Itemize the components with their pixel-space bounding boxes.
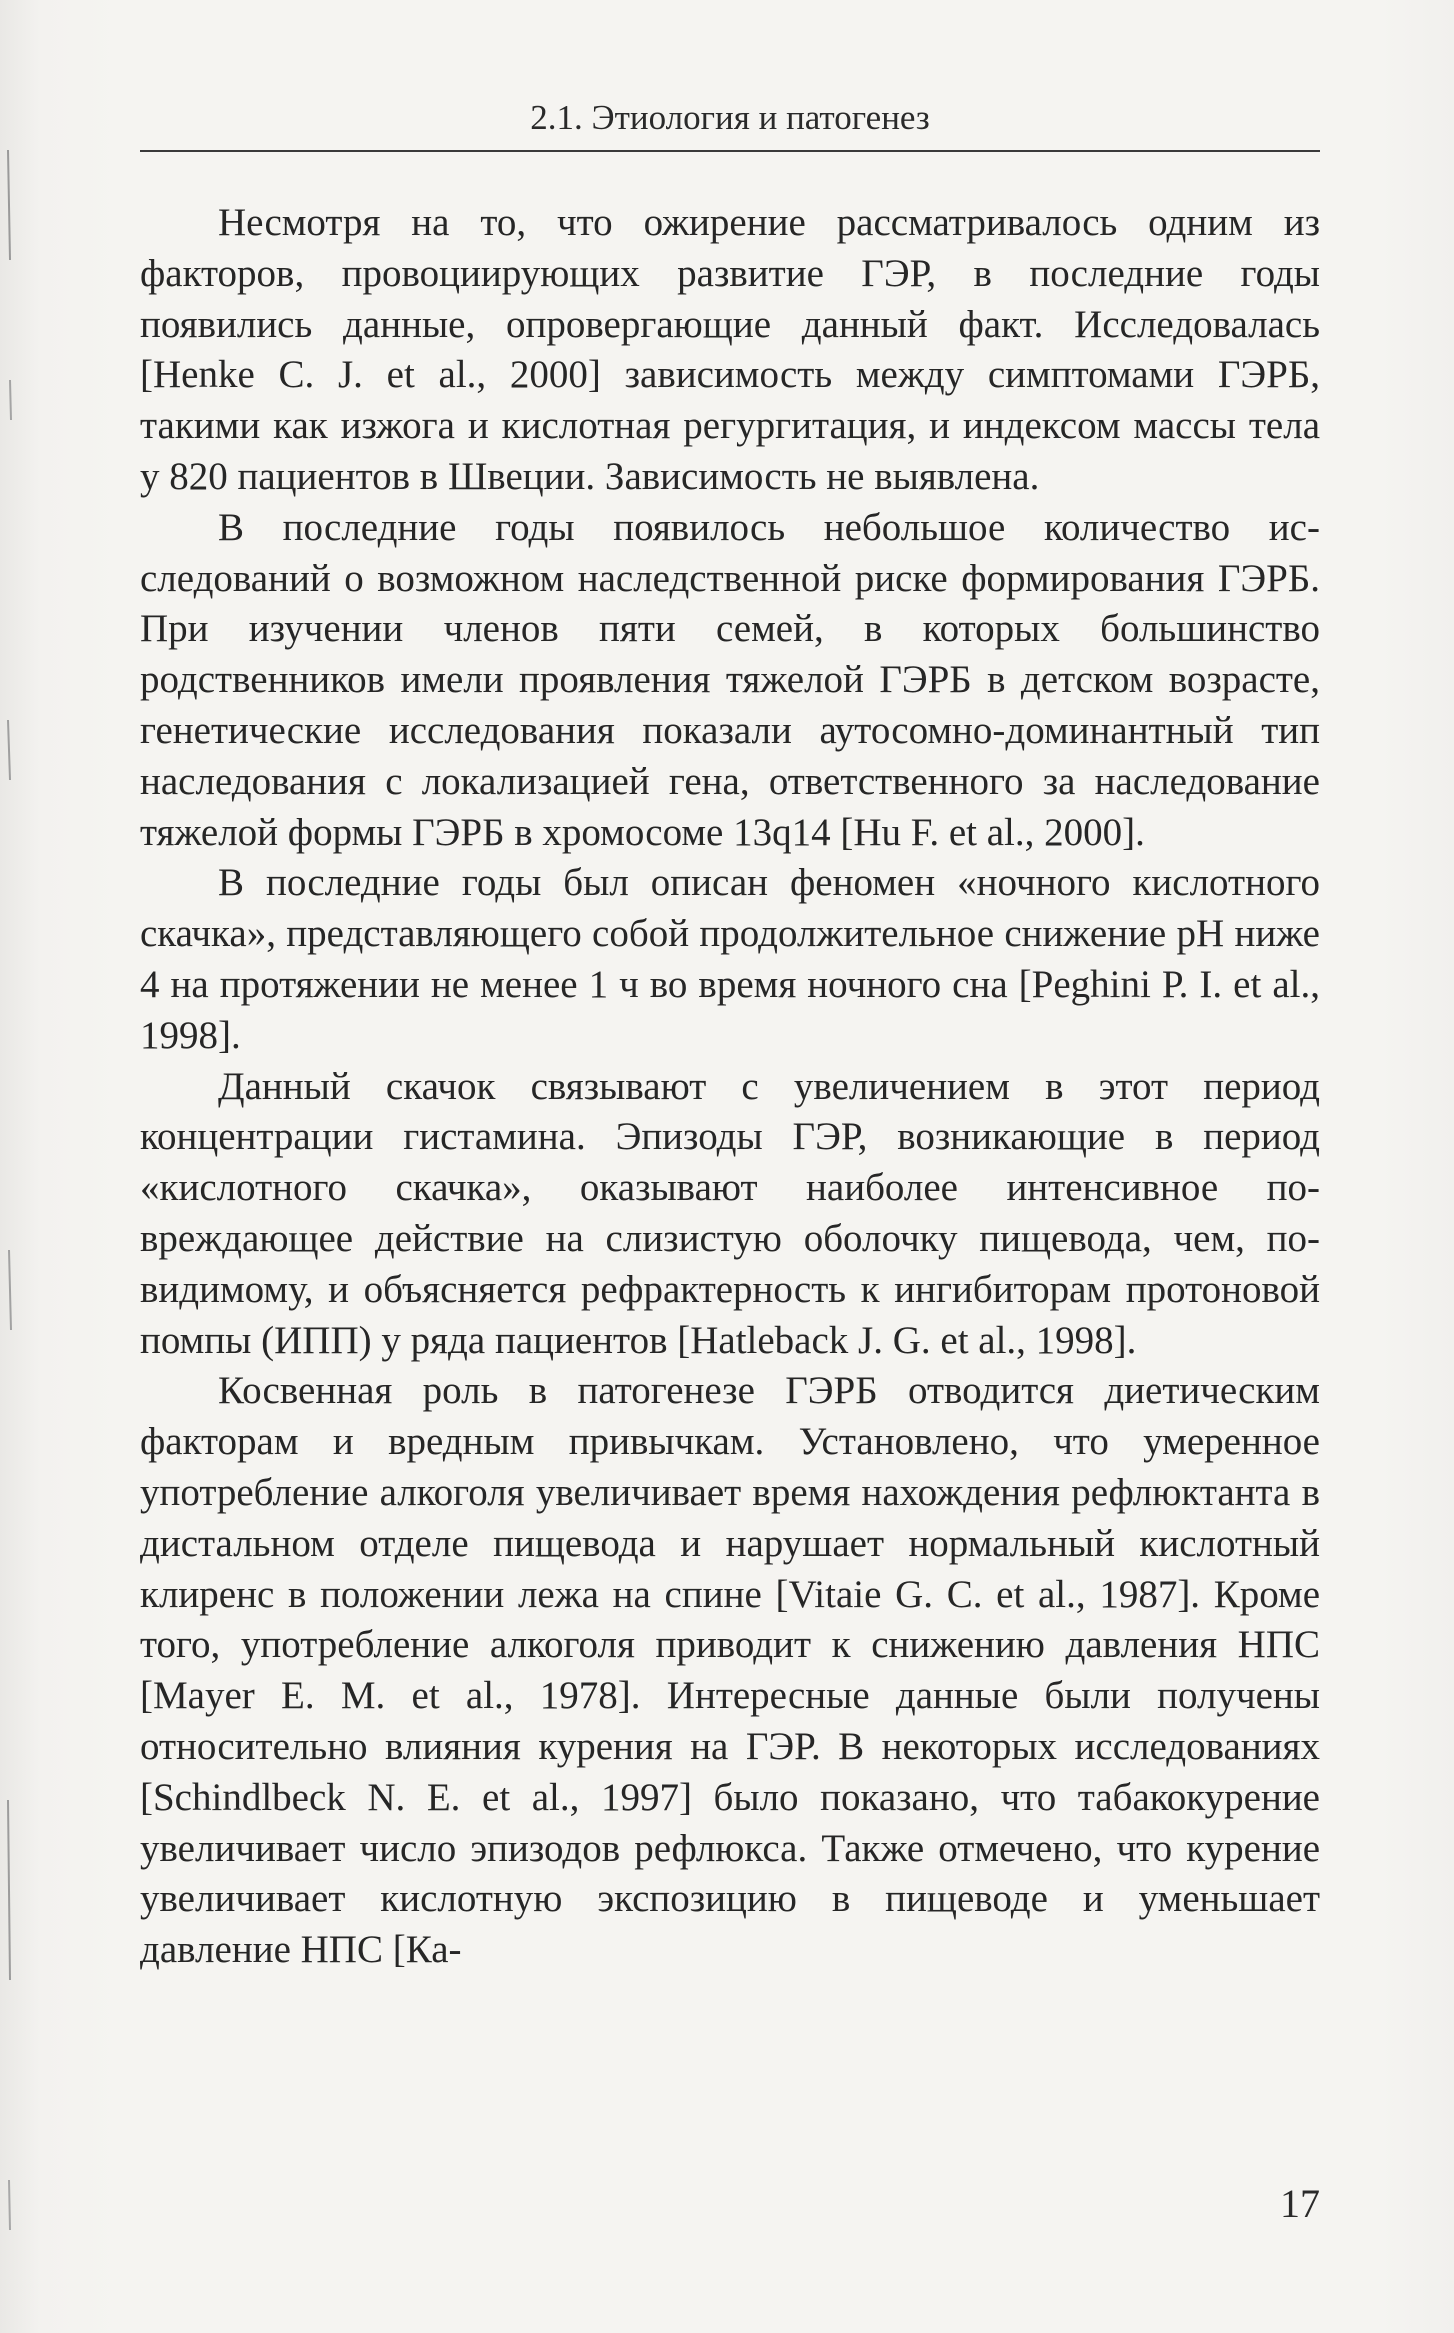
page-number: 17 <box>1280 2181 1320 2226</box>
paragraph-heredity: В последние годы появилось небольшое количество исследований о возможном наследственной риске формирования ГЭРБ. При изучении членов пяти семей, в которых большинство родственников имели проявления тяжелой ГЭРБ в детском возрасте, генетические исследования показали аутосомно-доминантный тип наследования с локализацией гена, ответственного за наследование тяжелой формы ГЭРБ в хромосоме 13q14 [Hu F. et al., 2000]. <box>140 505 1320 854</box>
paragraph-histamine: Данный скачок связывают с увеличением в этот период концентрации гистамина. Эпизоды ГЭР, возникающие в период «кислотного скачка», оказывают наиболее интенсивное повреждающее действие на слизистую оболочку пищевода, чем, по-видимому, и объясняется рефрактерность к ингибиторам протоновой помпы (ИПП) у ряда пациентов [Hatleback J. G. et al., 1998]. <box>140 1064 1320 1362</box>
header-divider <box>140 150 1320 152</box>
paragraph-obesity: Несмотря на то, что ожирение рассматривалось одним из факторов, провоциирующих развитие ГЭР, в последние годы появились данные, опровергающие данный факт. Исследовалась [Henke С. J. et al., 2000] зависимость между симптомами ГЭРБ, такими как изжога и кислотная регургитация, и индексом массы тела у 820 пациентов в Швеции. Зависимость не выявлена. <box>140 201 1320 498</box>
paragraph-nocturnal-acid: В последние годы был описан феномен «ночного кислотного скачка», представляющего собой продолжительное снижение pH ниже 4 на протяжении не менее 1 ч во время ночного сна [Peghini Р. I. et al., 1998]. <box>140 861 1320 1057</box>
running-header-title: 2.1. Этиология и патогенез <box>530 98 930 137</box>
paragraph-diet-habits: Косвенная роль в патогенезе ГЭРБ отводится диетическим факторам и вредным привычкам. Установлено, что умеренное употребление алкоголя увеличивает время нахождения рефлюктанта в дистальном отделе пищевода и нарушает нормальный кислотный клиренс в положении лежа на спине [Vitaie G. С. et al., 1987]. Кроме того, употребление алкоголя приводит к снижению давления НПС [Mayer Е. М. et al., 1978]. Интересные данные были получены относительно влияния курения на ГЭР. В некоторых исследованиях [Schindlbeck N. Е. et al., 1997] было показано, что табакокурение увеличивает число эпизодов рефлюкса. Также отмечено, что курение увеличивает кислотную экспозицию в пищеводе и уменьшает давление НПС [Ка- <box>140 1369 1320 1972</box>
binding-edge-marks <box>0 0 30 2333</box>
body-text <box>140 198 1320 1976</box>
